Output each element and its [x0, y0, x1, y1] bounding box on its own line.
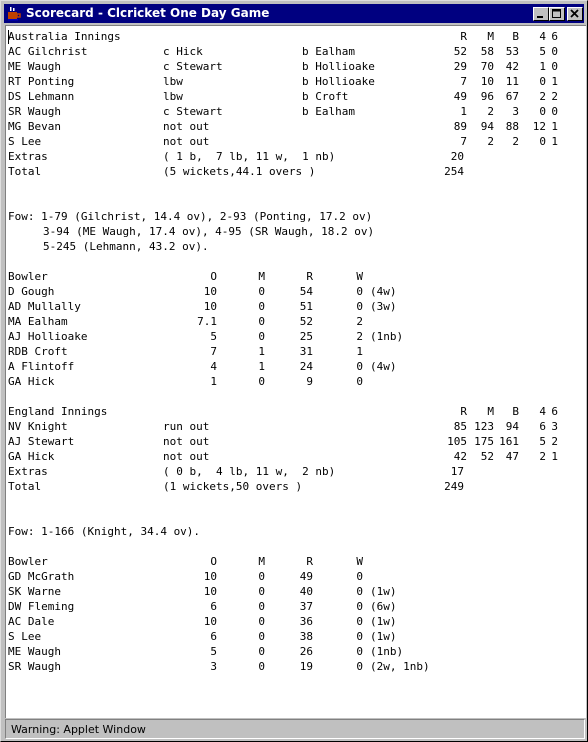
batting-b: 42 [505, 60, 519, 73]
batting-m: 58 [480, 45, 494, 58]
total-label: Total [8, 165, 42, 178]
fall-of-wickets-line [6, 524, 586, 539]
batting-row [6, 74, 586, 89]
bowling-column-header: M [258, 555, 265, 568]
bowling-w: 0 [356, 660, 363, 673]
bowling-r: 51 [299, 300, 313, 313]
batsman-name: GA Hick [8, 450, 55, 463]
bowling-o: 10 [203, 585, 217, 598]
batting-sixes: 0 [551, 45, 558, 58]
batting-row [6, 449, 586, 464]
batting-fours: 12 [532, 120, 546, 133]
dismissal-bowler: b Croft [302, 90, 349, 103]
bowling-r: 40 [299, 585, 313, 598]
innings-header [6, 29, 586, 44]
fall-of-wickets: 3-94 (ME Waugh, 17.4 ov), 4-95 (SR Waugh, 18.2 ov) [43, 225, 375, 238]
batsman-name: NV Knight [8, 420, 68, 433]
bowling-row [6, 569, 586, 584]
innings-header [6, 404, 586, 419]
bowling-row [6, 644, 586, 659]
bowling-column-header: W [356, 555, 363, 568]
bowling-m: 1 [258, 360, 265, 373]
bowling-w: 0 [356, 615, 363, 628]
bowling-row [6, 359, 586, 374]
bowling-row [6, 614, 586, 629]
dismissal: c Stewart [163, 105, 223, 118]
bowling-w: 2 [356, 330, 363, 343]
bowling-row [6, 344, 586, 359]
bowling-r: 37 [299, 600, 313, 613]
bowling-o: 4 [210, 360, 217, 373]
batting-fours: 6 [539, 420, 546, 433]
bowling-row [6, 284, 586, 299]
bowling-m: 0 [258, 600, 265, 613]
bowling-column-header: M [258, 270, 265, 283]
batting-b: 94 [505, 420, 519, 433]
bowling-o: 7 [210, 345, 217, 358]
bowler-name: SK Warne [8, 585, 61, 598]
bowling-w: 0 [356, 645, 363, 658]
total-row [6, 164, 586, 179]
bowling-column-header: O [210, 270, 217, 283]
bowler-column-header: Bowler [8, 270, 48, 283]
bowling-m: 0 [258, 570, 265, 583]
total-row [6, 479, 586, 494]
batting-fours: 5 [539, 435, 546, 448]
total-detail: (1 wickets,50 overs ) [163, 480, 303, 493]
batting-b: 88 [505, 120, 519, 133]
batting-fours: 0 [539, 105, 546, 118]
bowling-note: (1w) [370, 615, 397, 628]
batting-fours: 0 [539, 75, 546, 88]
batting-r: 85 [453, 420, 467, 433]
bowling-r: 49 [299, 570, 313, 583]
window-title: Scorecard - Clcricket One Day Game [26, 6, 270, 20]
dismissal: not out [163, 135, 210, 148]
batting-fours: 5 [539, 45, 546, 58]
dismissal: c Stewart [163, 60, 223, 73]
batting-sixes: 3 [551, 420, 558, 433]
batting-r: 7 [460, 75, 467, 88]
batting-fours: 2 [539, 90, 546, 103]
batting-b: 47 [505, 450, 519, 463]
bowling-o: 10 [203, 300, 217, 313]
bowling-w: 1 [356, 345, 363, 358]
batting-r: 42 [453, 450, 467, 463]
batting-b: 53 [505, 45, 519, 58]
batting-b: 11 [505, 75, 519, 88]
extras-detail: ( 0 b, 4 lb, 11 w, 2 nb) [163, 465, 336, 478]
bowling-r: 26 [299, 645, 313, 658]
scorecard-area[interactable] [5, 25, 586, 718]
column-header: R [460, 30, 467, 43]
batting-row [6, 119, 586, 134]
dismissal-bowler: b Hollioake [302, 75, 375, 88]
bowling-m: 0 [258, 630, 265, 643]
batting-m: 10 [480, 75, 494, 88]
bowling-o: 10 [203, 570, 217, 583]
batting-row [6, 59, 586, 74]
batting-b: 67 [505, 90, 519, 103]
minimize-icon [534, 8, 548, 20]
bowling-w: 0 [356, 600, 363, 613]
bowling-m: 0 [258, 285, 265, 298]
bowling-m: 0 [258, 330, 265, 343]
batting-b: 3 [512, 105, 519, 118]
bowling-r: 25 [299, 330, 313, 343]
bowling-r: 24 [299, 360, 313, 373]
fall-of-wickets-line [6, 224, 586, 239]
status-bar [5, 719, 585, 739]
bowling-m: 0 [258, 615, 265, 628]
bowling-o: 6 [210, 630, 217, 643]
batting-r: 52 [453, 45, 467, 58]
maximize-button[interactable] [549, 7, 565, 21]
column-header: R [460, 405, 467, 418]
dismissal: not out [163, 120, 210, 133]
bowling-column-header: R [306, 555, 313, 568]
bowling-column-header: W [356, 270, 363, 283]
bowling-column-header: R [306, 270, 313, 283]
batting-sixes: 1 [551, 75, 558, 88]
bowling-m: 0 [258, 660, 265, 673]
batting-m: 96 [480, 90, 494, 103]
applet-warning: Warning: Applet Window [11, 723, 146, 736]
bowler-name: GA Hick [8, 375, 55, 388]
batting-m: 175 [474, 435, 494, 448]
fall-of-wickets-line [6, 209, 586, 224]
bowling-o: 1 [210, 375, 217, 388]
batsman-name: DS Lehmann [8, 90, 75, 103]
bowling-m: 1 [258, 345, 265, 358]
batting-r: 7 [460, 135, 467, 148]
bowler-name: GD McGrath [8, 570, 75, 583]
bowling-header [6, 554, 586, 569]
batting-row [6, 419, 586, 434]
bowling-m: 0 [258, 645, 265, 658]
bowling-note: (1w) [370, 630, 397, 643]
dismissal: lbw [163, 90, 183, 103]
batting-sixes: 1 [551, 135, 558, 148]
column-header: M [487, 30, 494, 43]
bowling-o: 5 [210, 330, 217, 343]
bowling-r: 38 [299, 630, 313, 643]
fall-of-wickets: Fow: 1-166 (Knight, 34.4 ov). [8, 525, 201, 538]
bowling-row [6, 374, 586, 389]
bowling-w: 0 [356, 300, 363, 313]
extras-label: Extras [8, 465, 48, 478]
column-header: 6 [551, 405, 558, 418]
bowling-note: (4w) [370, 285, 397, 298]
batting-fours: 2 [539, 450, 546, 463]
bowling-w: 0 [356, 570, 363, 583]
fall-of-wickets: 5-245 (Lehmann, 43.2 ov). [43, 240, 209, 253]
bowler-name: RDB Croft [8, 345, 68, 358]
fall-of-wickets: Fow: 1-79 (Gilchrist, 14.4 ov), 2-93 (Ponting, 17.2 ov) [8, 210, 373, 223]
dismissal: not out [163, 450, 210, 463]
extras-row [6, 149, 586, 164]
batting-m: 52 [480, 450, 494, 463]
batting-r: 29 [453, 60, 467, 73]
dismissal: not out [163, 435, 210, 448]
extras-row [6, 464, 586, 479]
java-cup-icon [7, 6, 22, 21]
bowling-r: 9 [306, 375, 313, 388]
extras-detail: ( 1 b, 7 lb, 11 w, 1 nb) [163, 150, 336, 163]
dismissal: run out [163, 420, 210, 433]
extras-label: Extras [8, 150, 48, 163]
dismissal-bowler: b Hollioake [302, 60, 375, 73]
bowling-row [6, 629, 586, 644]
bowling-w: 0 [356, 630, 363, 643]
extras-value: 17 [450, 465, 464, 478]
batting-row [6, 434, 586, 449]
bowler-name: ME Waugh [8, 645, 61, 658]
batsman-name: MG Bevan [8, 120, 61, 133]
bowling-o: 10 [203, 285, 217, 298]
column-header: 4 [539, 30, 546, 43]
bowling-o: 3 [210, 660, 217, 673]
column-header: 6 [551, 30, 558, 43]
bowler-name: D Gough [8, 285, 55, 298]
bowling-row [6, 299, 586, 314]
bowling-header [6, 269, 586, 284]
batting-r: 89 [453, 120, 467, 133]
bowling-o: 5 [210, 645, 217, 658]
bowling-row [6, 314, 586, 329]
bowling-w: 0 [356, 285, 363, 298]
batting-r: 49 [453, 90, 467, 103]
dismissal-bowler: b Ealham [302, 105, 355, 118]
batting-fours: 0 [539, 135, 546, 148]
bowling-m: 0 [258, 375, 265, 388]
title-bar[interactable] [4, 4, 584, 23]
batting-row [6, 134, 586, 149]
batting-row [6, 44, 586, 59]
bowling-note: (2w, 1nb) [370, 660, 430, 673]
batsman-name: ME Waugh [8, 60, 61, 73]
bowling-o: 10 [203, 615, 217, 628]
total-value: 249 [444, 480, 464, 493]
bowler-name: MA Ealham [8, 315, 68, 328]
batting-row [6, 89, 586, 104]
bowling-r: 36 [299, 615, 313, 628]
bowling-o: 6 [210, 600, 217, 613]
bowling-m: 0 [258, 300, 265, 313]
column-header: 4 [539, 405, 546, 418]
batsman-name: AJ Stewart [8, 435, 75, 448]
bowler-name: AJ Hollioake [8, 330, 88, 343]
batting-sixes: 2 [551, 435, 558, 448]
batting-row [6, 104, 586, 119]
bowler-name: S Lee [8, 630, 42, 643]
dismissal: lbw [163, 75, 183, 88]
bowling-w: 0 [356, 375, 363, 388]
bowling-note: (1nb) [370, 645, 404, 658]
batting-m: 2 [487, 135, 494, 148]
bowling-row [6, 599, 586, 614]
column-header: M [487, 405, 494, 418]
dismissal-bowler: b Ealham [302, 45, 355, 58]
batting-m: 2 [487, 105, 494, 118]
innings-title: England Innings [8, 405, 108, 418]
dismissal: c Hick [163, 45, 203, 58]
batting-b: 161 [499, 435, 519, 448]
batsman-name: AC Gilchrist [8, 45, 88, 58]
bowling-note: (3w) [370, 300, 397, 313]
bowling-w: 0 [356, 585, 363, 598]
batting-m: 123 [474, 420, 494, 433]
batting-r: 1 [460, 105, 467, 118]
maximize-icon [550, 8, 564, 20]
close-icon [568, 8, 582, 20]
batting-r: 105 [447, 435, 467, 448]
bowler-name: AD Mullally [8, 300, 81, 313]
innings-title: Australia Innings [8, 30, 121, 43]
fall-of-wickets-line [6, 239, 586, 254]
batting-sixes: 1 [551, 120, 558, 133]
bowling-note: (1w) [370, 585, 397, 598]
bowling-w: 2 [356, 315, 363, 328]
bowling-column-header: O [210, 555, 217, 568]
batting-sixes: 0 [551, 60, 558, 73]
bowling-row [6, 584, 586, 599]
batsman-name: RT Ponting [8, 75, 75, 88]
batting-b: 2 [512, 135, 519, 148]
extras-value: 20 [450, 150, 464, 163]
bowling-m: 0 [258, 585, 265, 598]
bowling-r: 19 [299, 660, 313, 673]
column-header: B [512, 405, 519, 418]
batting-sixes: 2 [551, 90, 558, 103]
bowling-note: (1nb) [370, 330, 404, 343]
bowling-r: 31 [299, 345, 313, 358]
bowler-name: SR Waugh [8, 660, 61, 673]
total-label: Total [8, 480, 42, 493]
close-button[interactable] [567, 7, 583, 21]
bowling-note: (6w) [370, 600, 397, 613]
total-detail: (5 wickets,44.1 overs ) [163, 165, 316, 178]
bowler-name: DW Fleming [8, 600, 75, 613]
bowler-name: A Flintoff [8, 360, 75, 373]
batting-sixes: 1 [551, 450, 558, 463]
batting-m: 70 [480, 60, 494, 73]
bowling-row [6, 659, 586, 674]
bowling-row [6, 329, 586, 344]
batting-fours: 1 [539, 60, 546, 73]
batsman-name: SR Waugh [8, 105, 61, 118]
bowler-column-header: Bowler [8, 555, 48, 568]
total-value: 254 [444, 165, 464, 178]
batting-m: 94 [480, 120, 494, 133]
batsman-name: S Lee [8, 135, 42, 148]
bowling-o: 7.1 [197, 315, 217, 328]
bowling-note: (4w) [370, 360, 397, 373]
bowling-m: 0 [258, 315, 265, 328]
bowling-w: 0 [356, 360, 363, 373]
minimize-button[interactable] [533, 7, 549, 21]
bowling-r: 52 [299, 315, 313, 328]
batting-sixes: 0 [551, 105, 558, 118]
bowling-r: 54 [299, 285, 313, 298]
bowler-name: AC Dale [8, 615, 55, 628]
column-header: B [512, 30, 519, 43]
